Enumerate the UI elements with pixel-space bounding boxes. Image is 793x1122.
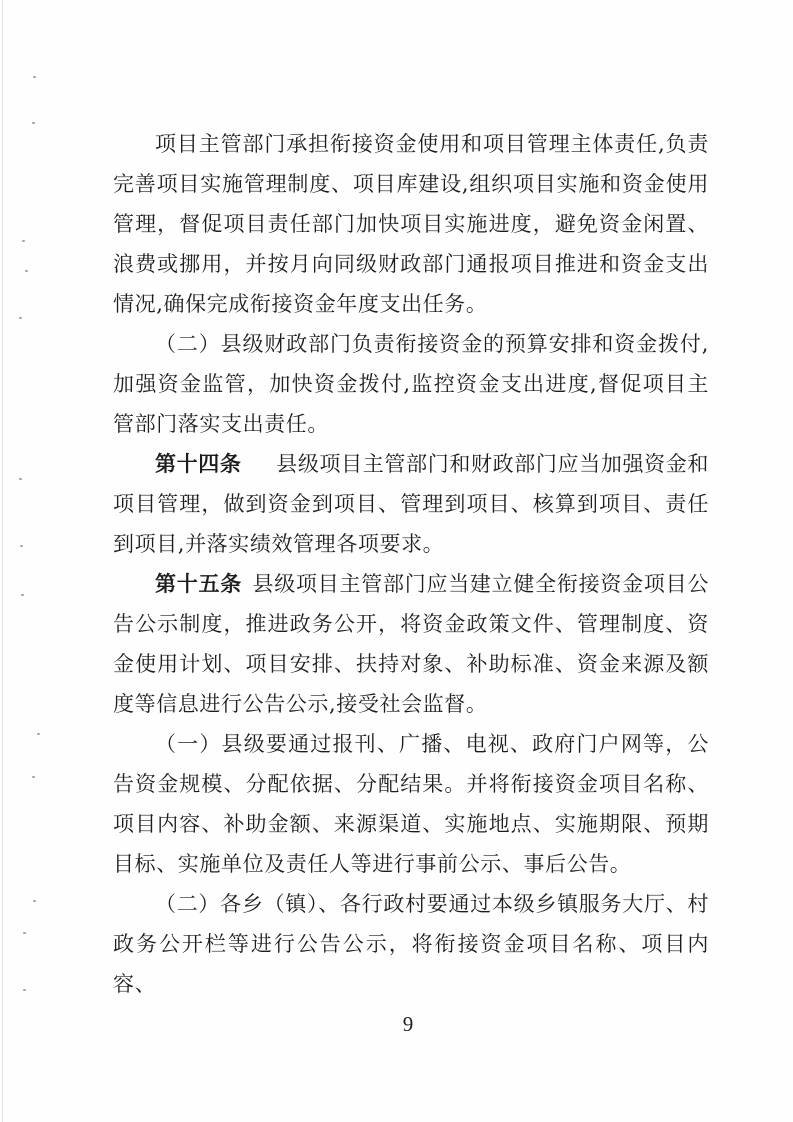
paragraph-article-15 bbox=[113, 564, 709, 724]
scan-speck bbox=[20, 545, 23, 547]
scan-speck bbox=[21, 594, 24, 596]
scan-speck bbox=[33, 76, 36, 78]
page-number: 9 bbox=[402, 1012, 414, 1036]
scan-speck bbox=[22, 240, 25, 242]
paragraph-text: 项目主管部门承担衔接资金使用和项目管理主体责任,负责完善项目实施管理制度、项目库建设,组织项目实施和资金使用管理，督促项目责任部门加快项目实施进度，避免资金闲置、浪费或挪用，并按月向同级财政部门通报项目推进和资金支出情况,确保完成衔接资金年度支出任务。 bbox=[113, 132, 709, 316]
paragraph-item-2-township bbox=[113, 884, 709, 1004]
page-edge-shadow bbox=[2, 0, 3, 1122]
scan-speck bbox=[32, 776, 35, 778]
paragraph-item-2-finance bbox=[113, 324, 709, 444]
paragraph-item-1-publicity bbox=[113, 724, 709, 884]
document-body bbox=[113, 124, 709, 1004]
paragraph-text: （二）县级财政部门负责衔接资金的预算安排和资金拨付,加强资金监管，加快资金拨付,监控资金支出进度,督促项目主管部门落实支出责任。 bbox=[113, 332, 709, 436]
paragraph-responsibility bbox=[113, 124, 709, 324]
paragraph-text: （二）各乡（镇）、各行政村要通过本级乡镇服务大厅、村政务公开栏等进行公告公示，将衔接资金项目名称、项目内容、 bbox=[113, 892, 709, 996]
scan-speck bbox=[23, 932, 26, 934]
scan-speck bbox=[23, 989, 26, 991]
scan-speck bbox=[37, 733, 40, 735]
scan-speck bbox=[25, 270, 28, 272]
paragraph-text: 县级项目主管部门应当建立健全衔接资金项目公告公示制度，推进政务公开，将资金政策文件、管理制度、资金使用计划、项目安排、扶持对象、补助标准、资金来源及额度等信息进行公告公示,接受社会监督。 bbox=[113, 572, 709, 716]
paragraph-text: 县级项目主管部门和财政部门应当加强资金和项目管理，做到资金到项目、管理到项目、核算到项目、责任到项目,并落实绩效管理各项要求。 bbox=[113, 452, 710, 556]
article-number: 第十五条 bbox=[155, 571, 242, 596]
scan-speck bbox=[19, 478, 22, 480]
scan-speck bbox=[33, 900, 36, 902]
scan-speck bbox=[32, 122, 35, 124]
paragraph-text: （一）县级要通过报刊、广播、电视、政府门户网等，公告资金规模、分配依据、分配结果。并将衔接资金项目名称、项目内容、补助金额、来源渠道、实施地点、实施期限、预期目标、实施单位及责任人等进行事前公示、事后公告。 bbox=[113, 732, 709, 876]
paragraph-article-14 bbox=[113, 444, 709, 564]
scan-speck bbox=[19, 317, 22, 319]
article-number: 第十四条 bbox=[155, 451, 242, 476]
